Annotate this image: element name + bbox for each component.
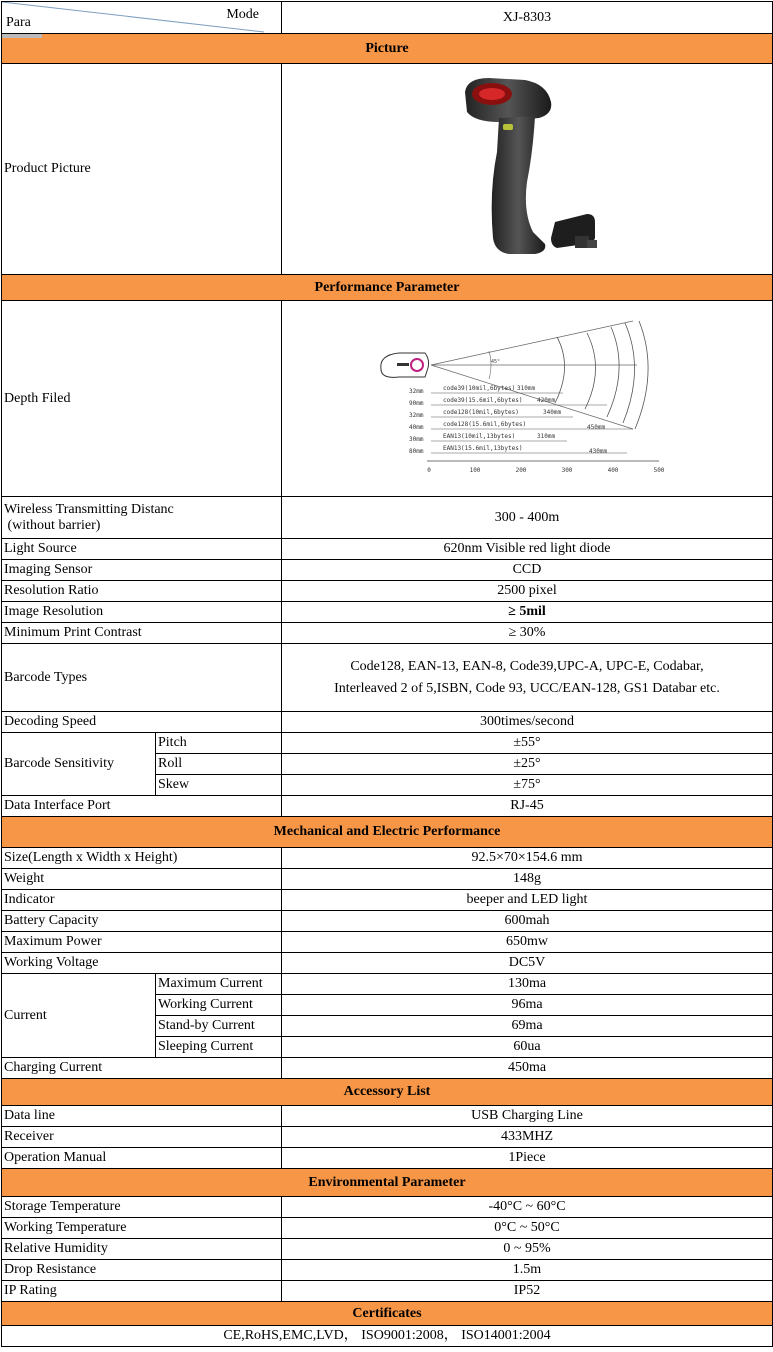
depth-mm-1: 32mm	[409, 388, 424, 395]
section-marker	[2, 34, 42, 38]
max-current-label: Maximum Current	[156, 974, 282, 995]
depth-dist-5: 310mm	[537, 433, 556, 440]
depth-dist-6: 430mm	[589, 448, 608, 455]
depth-dist-4: 450mm	[587, 424, 606, 431]
skew-label: Skew	[156, 775, 282, 796]
depth-diagram-cell	[282, 301, 773, 497]
row-depth	[2, 301, 773, 497]
row-working-temp	[2, 1218, 773, 1239]
storage-temp-value: -40°C ~ 60°C	[282, 1197, 773, 1218]
speed-value: 300times/second	[282, 712, 773, 733]
row-certificates	[2, 1326, 773, 1347]
depth-code-6: EAN13(15.6mil,13bytes)	[443, 445, 523, 452]
battery-value: 600mah	[282, 911, 773, 932]
certificates-value: CE,RoHS,EMC,LVD， ISO9001:2008， ISO14001:2004	[2, 1326, 773, 1347]
section-environmental	[2, 1169, 773, 1197]
working-current-value: 96ma	[282, 995, 773, 1016]
row-barcode-types	[2, 644, 773, 712]
battery-label: Battery Capacity	[2, 911, 282, 932]
power-label: Maximum Power	[2, 932, 282, 953]
section-title: Mechanical and Electric Performance	[2, 817, 773, 848]
row-wireless	[2, 497, 773, 539]
dataline-label: Data line	[2, 1106, 282, 1127]
row-port	[2, 796, 773, 817]
skew-value: ±75°	[282, 775, 773, 796]
size-label: Size(Length x Width x Height)	[2, 848, 282, 869]
section-title: Performance Parameter	[2, 275, 773, 301]
light-label: Light Source	[2, 539, 282, 560]
beam-angle-label: 45°	[491, 359, 501, 365]
max-current-value: 130ma	[282, 974, 773, 995]
tick-500: 500	[653, 467, 665, 474]
spec-table	[1, 1, 773, 1347]
depth-dist-3: 340mm	[543, 409, 562, 416]
weight-value: 148g	[282, 869, 773, 890]
standby-current-value: 69ma	[282, 1016, 773, 1037]
depth-code-2: code39(15.6mil,6bytes)	[443, 397, 523, 404]
contrast-label: Minimum Print Contrast	[2, 623, 282, 644]
standby-current-label: Stand-by Current	[156, 1016, 282, 1037]
pitch-value: ±55°	[282, 733, 773, 754]
indicator-value: beeper and LED light	[282, 890, 773, 911]
section-performance	[2, 275, 773, 301]
drop-label: Drop Resistance	[2, 1260, 282, 1281]
depth-of-field-diagram	[377, 311, 677, 481]
working-current-label: Working Current	[156, 995, 282, 1016]
row-manual	[2, 1148, 773, 1169]
humidity-value: 0 ~ 95%	[282, 1239, 773, 1260]
row-dataline	[2, 1106, 773, 1127]
mode-label: Mode	[226, 7, 259, 22]
speed-label: Decoding Speed	[2, 712, 282, 733]
voltage-label: Working Voltage	[2, 953, 282, 974]
manual-label: Operation Manual	[2, 1148, 282, 1169]
drop-value: 1.5m	[282, 1260, 773, 1281]
port-value: RJ-45	[282, 796, 773, 817]
row-product-picture	[2, 64, 773, 275]
product-picture-label: Product Picture	[2, 64, 282, 275]
sleeping-current-label: Sleeping Current	[156, 1037, 282, 1058]
section-title: Accessory List	[2, 1079, 773, 1106]
depth-mm-6: 80mm	[409, 448, 424, 455]
depth-code-4: code128(15.6mil,6bytes)	[443, 421, 527, 428]
port-label: Data Interface Port	[2, 796, 282, 817]
receiver-label: Receiver	[2, 1127, 282, 1148]
roll-value: ±25°	[282, 754, 773, 775]
section-certificates	[2, 1302, 773, 1326]
row-pitch	[2, 733, 773, 754]
depth-label: Depth Filed	[2, 301, 282, 497]
depth-dist-1: 310mm	[517, 385, 536, 392]
weight-label: Weight	[2, 869, 282, 890]
row-contrast	[2, 623, 773, 644]
row-humidity	[2, 1239, 773, 1260]
working-temp-value: 0°C ~ 50°C	[282, 1218, 773, 1239]
tick-400: 400	[607, 467, 619, 474]
row-power	[2, 932, 773, 953]
row-speed	[2, 712, 773, 733]
section-accessory	[2, 1079, 773, 1106]
depth-code-3: code128(10mil,6bytes)	[443, 409, 519, 416]
storage-temp-label: Storage Temperature	[2, 1197, 282, 1218]
depth-dist-2: 420mm	[537, 397, 556, 404]
wireless-label: Wireless Transmitting Distanc (without barrier)	[2, 497, 282, 539]
voltage-value: DC5V	[282, 953, 773, 974]
section-title: Certificates	[2, 1302, 773, 1326]
manual-value: 1Piece	[282, 1148, 773, 1169]
dataline-value: USB Charging Line	[282, 1106, 773, 1127]
imgres-value: ≥ 5mil	[282, 602, 773, 623]
ratio-label: Resolution Ratio	[2, 581, 282, 602]
tick-300: 300	[561, 467, 573, 474]
tick-0: 0	[427, 467, 431, 474]
wireless-value: 300 - 400m	[282, 497, 773, 539]
section-title: Environmental Parameter	[2, 1169, 773, 1197]
row-indicator	[2, 890, 773, 911]
sensor-label: Imaging Sensor	[2, 560, 282, 581]
indicator-label: Indicator	[2, 890, 282, 911]
ratio-value: 2500 pixel	[282, 581, 773, 602]
depth-mm-2: 90mm	[409, 400, 424, 407]
model-value: XJ-8303	[282, 2, 773, 34]
product-picture-cell	[282, 64, 773, 275]
charging-current-value: 450ma	[282, 1058, 773, 1079]
row-ip	[2, 1281, 773, 1302]
row-max-current	[2, 974, 773, 995]
row-size	[2, 848, 773, 869]
header-row	[2, 2, 773, 34]
row-sensor	[2, 560, 773, 581]
depth-mm-3: 32mm	[409, 412, 424, 419]
roll-label: Roll	[156, 754, 282, 775]
power-value: 650mw	[282, 932, 773, 953]
ip-value: IP52	[282, 1281, 773, 1302]
row-image-resolution	[2, 602, 773, 623]
row-storage-temp	[2, 1197, 773, 1218]
current-label: Current	[2, 974, 156, 1058]
size-value: 92.5×70×154.6 mm	[282, 848, 773, 869]
contrast-value: ≥ 30%	[282, 623, 773, 644]
receiver-value: 433MHZ	[282, 1127, 773, 1148]
imgres-label: Image Resolution	[2, 602, 282, 623]
working-temp-label: Working Temperature	[2, 1218, 282, 1239]
sensor-value: CCD	[282, 560, 773, 581]
row-battery	[2, 911, 773, 932]
depth-mm-4: 40mm	[409, 424, 424, 431]
para-mode-cell	[2, 2, 282, 34]
barcode-scanner-image	[437, 72, 617, 262]
row-drop	[2, 1260, 773, 1281]
sensitivity-label: Barcode Sensitivity	[2, 733, 156, 796]
row-voltage	[2, 953, 773, 974]
row-charging-current	[2, 1058, 773, 1079]
humidity-label: Relative Humidity	[2, 1239, 282, 1260]
row-receiver	[2, 1127, 773, 1148]
ip-label: IP Rating	[2, 1281, 282, 1302]
pitch-label: Pitch	[156, 733, 282, 754]
section-title: Picture	[365, 40, 409, 56]
row-ratio	[2, 581, 773, 602]
depth-code-1: code39(10mil,6bytes)	[443, 385, 516, 392]
section-mechanical	[2, 817, 773, 848]
section-picture	[2, 34, 773, 64]
sleeping-current-value: 60ua	[282, 1037, 773, 1058]
depth-mm-5: 30mm	[409, 436, 424, 443]
light-value: 620nm Visible red light diode	[282, 539, 773, 560]
row-light	[2, 539, 773, 560]
tick-100: 100	[469, 467, 481, 474]
charging-current-label: Charging Current	[2, 1058, 282, 1079]
barcode-value: Code128, EAN-13, EAN-8, Code39,UPC-A, UPC-E, Codabar, Interleaved 2 of 5,ISBN, Code 93, UCC/EAN-128, GS1 Databar etc.	[282, 644, 773, 712]
row-weight	[2, 869, 773, 890]
para-label: Para	[6, 15, 31, 30]
tick-200: 200	[515, 467, 527, 474]
barcode-label: Barcode Types	[2, 644, 282, 712]
depth-code-5: EAN13(10mil,13bytes)	[443, 433, 516, 440]
